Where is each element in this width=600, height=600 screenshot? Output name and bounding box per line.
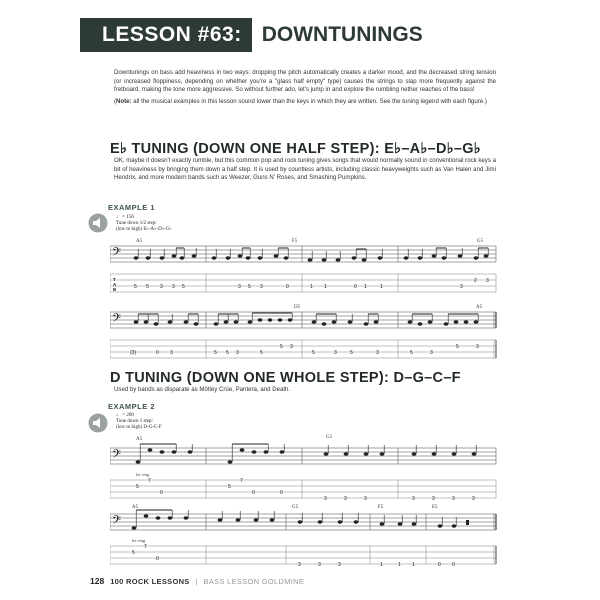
- example-1-tempo: ♩ = 156: [116, 215, 134, 220]
- svg-text:3: 3: [324, 496, 327, 502]
- svg-text:5: 5: [260, 350, 263, 356]
- svg-text:3: 3: [238, 284, 241, 290]
- lesson-header: [80, 18, 520, 52]
- let-ring-label: let ring: [132, 538, 146, 543]
- example-2-staff-row-2: [110, 502, 498, 570]
- svg-text:3: 3: [432, 496, 435, 502]
- svg-text:0: 0: [438, 562, 441, 568]
- intro-paragraph: Downtunings on bass add heaviness in two ways: dropping the pitch automatically creates a darker mood, and the decreased string tension (or increased floppiness, depending on whether you're a "glass half empty" type) causes the strings to slap more frequently against the fretboard, making the tone more aggressive. So without further ado, let's jump in and explore the rumbling nether reaches of the bass!: [114, 69, 496, 94]
- svg-text:1: 1: [380, 562, 383, 568]
- svg-text:1: 1: [380, 284, 383, 290]
- section-text-eb-tuning: OK, maybe it doesn't exactly rumble, but this common pop and rock tuning gives songs that would normally sound in conventional rock keys a bit of heaviness by bringing them down a half step. It is used by countless artists, including classic heavyweights such as Van Halen and Jimi Hendrix, and more modern bands such as Weezer, Guns N' Roses, and Smashing Pumpkins.: [114, 157, 496, 182]
- page-footer: [90, 576, 304, 586]
- chord-label: A5: [476, 305, 483, 310]
- svg-text:5: 5: [134, 284, 137, 290]
- chord-label: A5: [136, 437, 143, 442]
- svg-text:3: 3: [172, 284, 175, 290]
- svg-text:0: 0: [252, 490, 255, 496]
- page-number: 128: [90, 576, 105, 586]
- svg-text:3: 3: [430, 350, 433, 356]
- example-2-label: EXAMPLE 2: [108, 402, 156, 411]
- svg-text:7: 7: [240, 478, 243, 484]
- chord-label: G5: [292, 505, 299, 510]
- section-title-d-tuning: D TUNING (DOWN ONE WHOLE STEP): D–G–C–F: [110, 370, 461, 386]
- svg-text:3: 3: [364, 496, 367, 502]
- chord-label: D5: [294, 305, 301, 310]
- svg-text:T: T: [113, 277, 116, 282]
- svg-text:5: 5: [226, 350, 229, 356]
- example-1-tuning-line1: Tune down 1/2 step:: [116, 221, 157, 226]
- example-2-staff-row-1: [110, 434, 498, 508]
- svg-text:1: 1: [412, 562, 415, 568]
- svg-text:3: 3: [486, 278, 489, 284]
- svg-text:0: 0: [354, 284, 357, 290]
- bass-clef-icon: 𝄢: [112, 246, 122, 262]
- svg-text:5: 5: [182, 284, 185, 290]
- svg-text:3: 3: [318, 562, 321, 568]
- svg-text:0: 0: [156, 350, 159, 356]
- example-1-tuning-line2: (low to high) E♭-A♭-D♭-G♭: [116, 227, 172, 232]
- svg-text:3: 3: [338, 562, 341, 568]
- svg-text:5: 5: [312, 350, 315, 356]
- lesson-title: DOWNTUNINGS: [252, 18, 423, 52]
- let-ring-label: let ring: [136, 472, 150, 477]
- example-2-tuning-line1: Tune down 1 step:: [116, 419, 153, 424]
- intro-text: [114, 69, 496, 109]
- svg-text:0: 0: [280, 490, 283, 496]
- bass-clef-icon: 𝄢: [112, 312, 122, 328]
- example-2-tempo: ♩ = 200: [116, 413, 134, 418]
- chord-label: F5: [292, 239, 298, 244]
- svg-text:3: 3: [476, 344, 479, 350]
- speaker-icon[interactable]: [88, 413, 108, 433]
- svg-text:5: 5: [228, 484, 231, 490]
- tab-numbers-ex2-row-2: [132, 544, 455, 568]
- svg-text:7: 7: [148, 478, 151, 484]
- svg-text:5: 5: [214, 350, 217, 356]
- svg-text:0: 0: [160, 490, 163, 496]
- svg-text:5: 5: [146, 284, 149, 290]
- tab-numbers-ex2-row-1: [136, 478, 475, 502]
- svg-text:2: 2: [474, 278, 477, 284]
- svg-text:1: 1: [398, 562, 401, 568]
- lesson-number: LESSON #63:: [80, 18, 252, 52]
- book-title: 100 ROCK LESSONS: [110, 576, 190, 586]
- svg-text:1: 1: [324, 284, 327, 290]
- svg-text:0: 0: [452, 562, 455, 568]
- example-1-label: EXAMPLE 1: [108, 203, 156, 212]
- chord-label: A5: [132, 505, 139, 510]
- notes-ex2-row-1: [136, 444, 477, 464]
- example-1-staff-row-2: [110, 302, 498, 368]
- svg-text:(3): (3): [130, 350, 137, 356]
- svg-text:7: 7: [144, 544, 147, 550]
- note-text: all the musical examples in this lesson sound lower than the keys in which they are written. See the tuning legend with each figure.): [131, 97, 487, 105]
- svg-text:5: 5: [410, 350, 413, 356]
- svg-text:5: 5: [456, 344, 459, 350]
- svg-text:5: 5: [280, 344, 283, 350]
- svg-text:3: 3: [472, 496, 475, 502]
- svg-text:0: 0: [286, 284, 289, 290]
- svg-text:5: 5: [136, 484, 139, 490]
- svg-text:1: 1: [310, 284, 313, 290]
- note-label: Note:: [116, 97, 132, 105]
- svg-text:5: 5: [248, 284, 251, 290]
- example-1-tempo-block: [116, 215, 172, 233]
- example-2-tempo-block: [116, 413, 162, 431]
- svg-text:A: A: [113, 282, 117, 287]
- chord-label: G5: [477, 239, 484, 244]
- svg-text:3: 3: [260, 284, 263, 290]
- footer-separator: |: [195, 576, 198, 586]
- notes-ex2-row-2: [132, 510, 469, 530]
- bass-clef-icon: 𝄢: [112, 448, 122, 464]
- tab-numbers-row-1: [134, 278, 489, 290]
- svg-text:3: 3: [376, 350, 379, 356]
- svg-text:3: 3: [334, 350, 337, 356]
- svg-text:3: 3: [460, 284, 463, 290]
- tab-numbers-row-2: [130, 344, 479, 356]
- intro-note: (Note: all the musical examples in this lesson sound lower than the keys in which they are written. See the tuning legend with each figure.): [114, 97, 487, 105]
- svg-text:3: 3: [452, 496, 455, 502]
- svg-text:5: 5: [350, 350, 353, 356]
- book-subtitle: BASS LESSON GOLDMINE: [203, 576, 305, 586]
- chord-label: G5: [326, 435, 333, 440]
- speaker-icon[interactable]: [88, 213, 108, 233]
- bass-clef-icon: 𝄢: [112, 514, 122, 530]
- svg-text:3: 3: [412, 496, 415, 502]
- svg-text:3: 3: [236, 350, 239, 356]
- svg-text:0: 0: [156, 556, 159, 562]
- chord-label: F5: [378, 505, 384, 510]
- svg-text:3: 3: [160, 284, 163, 290]
- section-title-eb-tuning: E♭ TUNING (DOWN ONE HALF STEP): E♭–A♭–D♭–G♭: [110, 141, 481, 157]
- svg-text:B: B: [113, 287, 117, 292]
- svg-text:3: 3: [344, 496, 347, 502]
- svg-text:1: 1: [364, 284, 367, 290]
- svg-text:5: 5: [132, 550, 135, 556]
- svg-text:3: 3: [170, 350, 173, 356]
- example-2-tuning-line2: (low to high) D-G-C-F: [116, 425, 162, 430]
- chord-label: E5: [432, 505, 438, 510]
- chord-label: A5: [136, 239, 143, 244]
- section-text-d-tuning: Used by bands as disparate as Mötley Crüe, Pantera, and Death.: [114, 386, 291, 393]
- example-1-staff-row-1: [110, 236, 498, 302]
- svg-text:3: 3: [298, 562, 301, 568]
- svg-text:3: 3: [290, 344, 293, 350]
